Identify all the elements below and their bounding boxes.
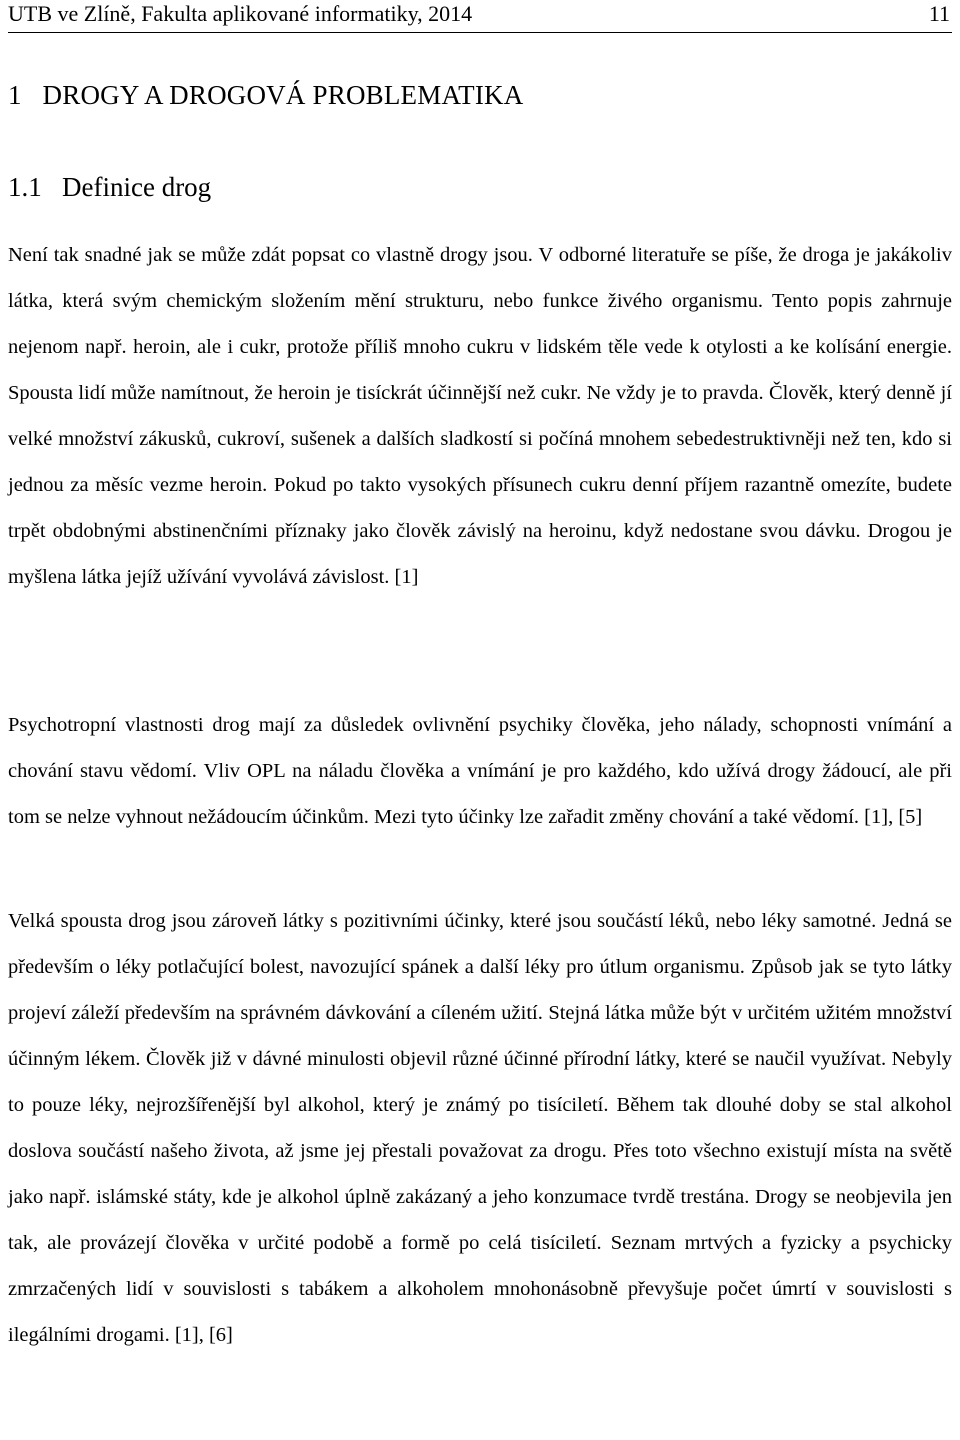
header-title: UTB ve Zlíně, Fakulta aplikované informatiky, 2014	[8, 1, 473, 26]
chapter-heading: 1 DROGY A DROGOVÁ PROBLEMATIKA	[8, 80, 524, 110]
body-paragraph: Psychotropní vlastnosti drog mají za důsledek ovlivnění psychiky člověka, jeho nálady, schopnosti vnímání a chování stavu vědomí. Vliv OPL na náladu člověka a vnímání je pro každého, kdo užívá drogy žádoucí, ale při tom se nelze vyhnout nežádoucím účinkům. Mezi tyto účinky lze zařadit změny chování a také vědomí. [1], [5]	[8, 714, 952, 828]
page-number: 11	[928, 1, 950, 26]
body-paragraph: Velká spousta drog jsou zároveň látky s pozitivními účinky, které jsou součástí léků, nebo léky samotné. Jedná se především o léky potlačující bolest, navozující spánek a další léky pro útlum organismu. Způsob jak se tyto látky projeví záleží především na správném dávkování a cíleném užití. Stejná látka může být v určitém užitém množství účinným lékem. Člověk již v dávné minulosti objevil různé účinné přírodní látky, které se naučil využívat. Nebyly to pouze léky, nejrozšířenější byl alkohol, který je známý po tisíciletí. Během tak dlouhé doby se stal alkohol doslova součástí našeho života, až jsme jej přestali považovat za drogu. Přes toto všechno existují místa na světě jako např. islámské státy, kde je alkohol úplně zakázaný a jeho konzumace tvrdě trestána. Drogy se neobjevila jen tak, ale provázejí člověka v určité podobě a formě po celá tisíciletí. Seznam mrtvých a fyzicky a psychicky zmrzačených lidí v souvislosti s tabákem a alkoholem mnohonásobně převyšuje počet úmrtí v souvislosti s ilegálními drogami. [1], [6]	[8, 910, 952, 1346]
body-paragraph: Není tak snadné jak se může zdát popsat co vlastně drogy jsou. V odborné literatuře se píše, že droga je jakákoliv látka, která svým chemickým složením mění strukturu, nebo funkce živého organismu. Tento popis zahrnuje nejenom např. heroin, ale i cukr, protože příliš mnoho cukru v lidském těle vede k otylosti a ke kolísání energie. Spousta lidí může namítnout, že heroin je tisíckrát účinnější než cukr. Ne vždy je to pravda. Člověk, který denně jí velké množství zákusků, cukroví, sušenek a dalších sladkostí si počíná mnohem sebedestruktivněji než ten, kdo si jednou za měsíc vezme heroin. Pokud po takto vysokých přísunech cukru denní příjem razantně omezíte, budete trpět obdobnými abstinenčními příznaky jako člověk závislý na heroinu, když nedostane svou dávku. Drogou je myšlena látka jejíž užívání vyvolává závislost. [1]	[8, 244, 952, 588]
section-heading: 1.1 Definice drog	[8, 172, 212, 202]
running-header	[8, 0, 952, 33]
